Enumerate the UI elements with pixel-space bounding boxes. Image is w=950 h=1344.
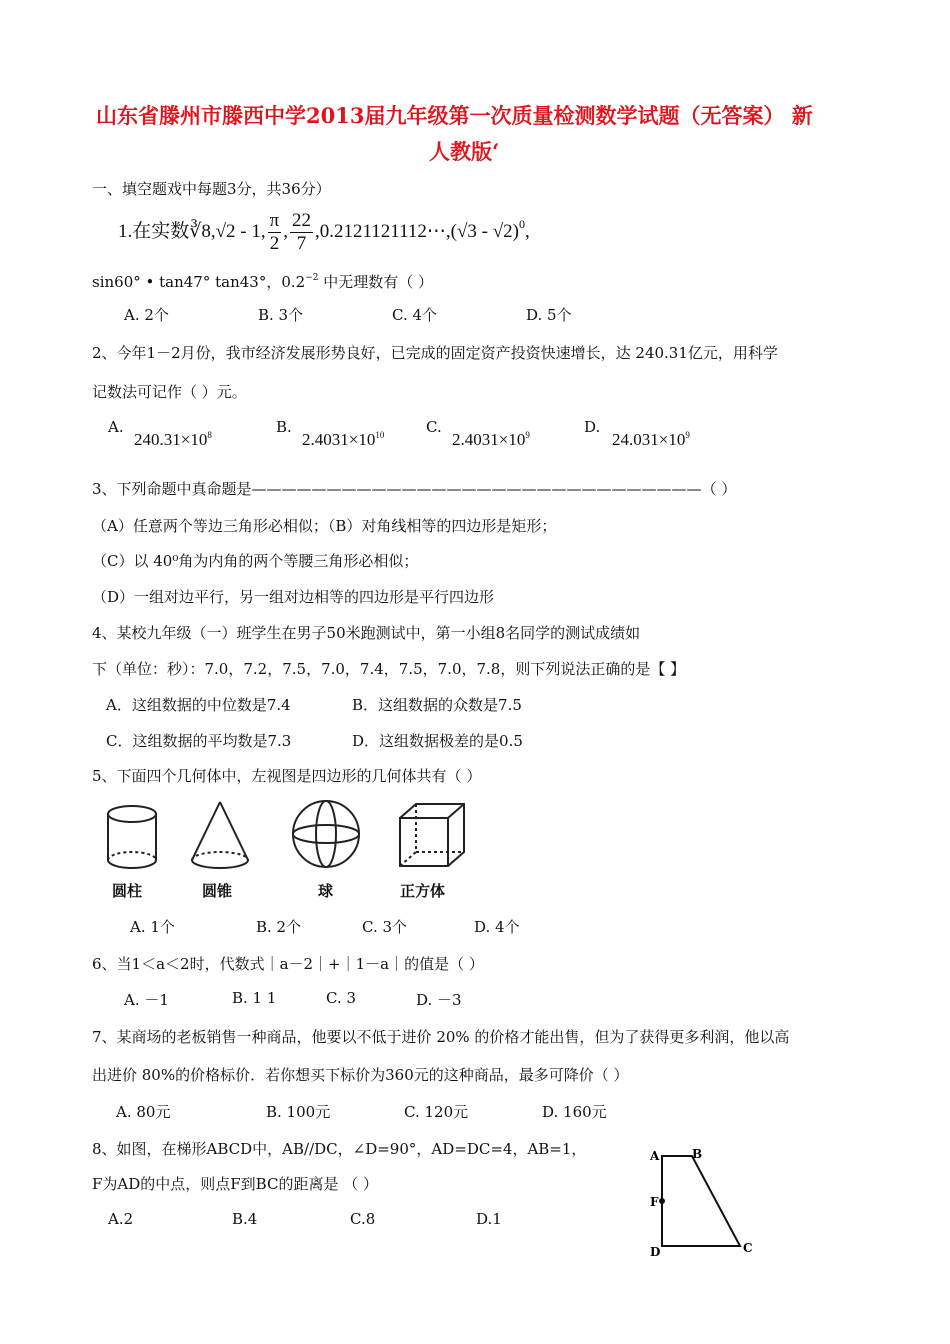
q2-a-mantissa: 240.31×10 [134,430,208,449]
cube-shape [400,804,464,866]
q2-option-a-value [134,430,212,450]
q7-option-a: A. 80元 [116,1103,171,1121]
q4-option-c: C．这组数据的平均数是7.3 [106,732,292,750]
q5-stem: 5、下面四个几何体中，左视图是四边形的几何体共有（ ） [92,767,482,785]
q2-option-d-value [612,430,690,450]
q4-line2: 下（单位：秒）：7.0，7.2，7.5，7.0，7.4，7.5，7.0，7.8，则下列说法正确的是【 】 [92,660,686,678]
label-sphere: 球 [318,882,334,900]
q1-rest: ,0.2121121112⋯,(√3 - √2) [314,220,519,242]
sphere-shape [293,801,359,867]
q2-option-c-label: C. [426,418,442,436]
point-f [659,1198,665,1204]
trapezoid-figure [640,1142,770,1262]
q8-option-a: A.2 [108,1210,134,1228]
q5-option-a: A. 1个 [130,918,175,936]
q2-b-mantissa: 2.4031×10 [302,430,376,449]
q5-option-b: B. 2个 [256,918,302,936]
q1-line2-a: sin60° • tan47° tan43°，0.2 [92,273,306,291]
q8-option-d: D.1 [476,1210,502,1228]
q1-frac-den: 7 [296,233,307,254]
q2-d-exp: 9 [685,430,690,440]
q2-option-b-value [302,430,384,450]
label-cone: 圆锥 [202,882,233,900]
point-label-f: F [650,1195,659,1209]
trapezoid-shape [662,1156,740,1246]
q2-option-b-label: B. [276,418,292,436]
q5-option-c: C. 3个 [362,918,408,936]
q7-option-b: B. 100元 [266,1103,331,1121]
q4-option-b: B．这组数据的众数是7.5 [352,696,522,714]
q1-pi-num: π [269,210,280,231]
q2-option-c-value [452,430,530,450]
q2-option-d-label: D. [584,418,601,436]
label-cube: 正方体 [400,882,446,900]
cylinder-shape [108,806,156,868]
q6-option-a: A. －1 [124,991,169,1009]
q1-line2-b: 中无理数有（ ） [318,273,434,291]
q2-c-mantissa: 2.4031×10 [452,430,526,449]
q1-option-d: D. 5个 [526,306,572,324]
page-title-line2: 人教版‘ [429,139,500,164]
q1-lead: 1.在实数 [118,220,190,242]
q8-option-c: C.8 [350,1210,376,1228]
q1-tail: , [524,220,530,242]
q2-a-exp: 8 [207,430,212,440]
q8-line2: F为AD的中点，则点F到BC的距离是 （ ） [92,1175,378,1193]
q8-option-b: B.4 [232,1210,258,1228]
q3-option-d: （D）一组对边平行，另一组对边相等的四边形是平行四边形 [92,588,495,606]
q6-stem: 6、当1＜a＜2时，代数式｜a－2｜+｜1－a｜的值是（ ） [92,955,484,973]
section-heading: 一、填空题戏中每题3分，共36分） [92,180,331,198]
q6-option-b: B. 1 1 [232,989,277,1007]
q6-option-d: D. －3 [416,991,462,1009]
q4-option-a: A．这组数据的中位数是7.4 [106,696,291,714]
q1-comma: , [283,220,288,242]
q1-power: 0 [518,216,525,231]
q1-expression [118,210,530,255]
q1-line2 [92,271,433,292]
q4-line1: 4、某校九年级（一）班学生在男子50米跑测试中，第一小组8名同学的测试成绩如 [92,624,641,642]
q7-line2: 出进价 80%的价格标价．若你想买下标价为360元的这种商品，最多可降价（ ） [92,1066,629,1084]
q5-option-d: D. 4个 [474,918,520,936]
q2-d-mantissa: 24.031×10 [612,430,686,449]
q8-line1: 8、如图，在梯形ABCD中，AB//DC，∠D=90°，AD=DC=4，AB=1， [92,1140,587,1158]
q3-option-c: （C）以 40⁰角为内角的两个等腰三角形必相似； [92,552,419,570]
point-label-a: A [650,1149,660,1163]
q2-line1: 2、今年1－2月份，我市经济发展形势良好，已完成的固定资产投资快速增长，达 240.31亿元，用科学 [92,344,778,362]
cone-shape [192,802,248,868]
q1-option-b: B. 3个 [258,306,304,324]
q4-option-d: D．这组数据极差的是0.5 [352,732,523,750]
q3-stem: 3、下列命题中真命题是——————————————————————————————（ ） [92,480,737,498]
q1-pi-fraction [268,210,282,255]
point-label-c: C [743,1241,753,1255]
point-label-b: B [692,1147,703,1161]
q2-option-a-label: A. [108,418,124,436]
page-title: 山东省滕州市滕西中学2013届九年级第一次质量检测数学试题（无答案） 新 [96,103,813,128]
q1-frac-num: 22 [291,210,311,231]
q7-line1: 7、某商场的老板销售一种商品，他要以不低于进价 20% 的价格才能出售，但为了获得更多利润，他以高 [92,1028,790,1046]
q3-option-ab: （A）任意两个等边三角形必相似；（B）对角线相等的四边形是矩形； [92,517,557,535]
q2-b-exp: 10 [375,430,385,440]
label-cylinder: 圆柱 [112,882,143,900]
q2-c-exp: 9 [525,430,530,440]
q1-line2-sup: −2 [305,273,319,283]
q7-option-c: C. 120元 [404,1103,469,1121]
q7-option-d: D. 160元 [542,1103,607,1121]
point-label-d: D [650,1245,661,1259]
q1-pi-den: 2 [269,233,280,254]
q1-expr1: ,√2 - 1, [210,220,266,242]
q1-cube-root: ∛8 [189,220,211,242]
q6-option-c: C. 3 [326,989,357,1007]
q1-fraction [290,210,313,255]
q1-option-c: C. 4个 [392,306,438,324]
q1-option-a: A. 2个 [124,306,169,324]
q2-line2: 记数法可记作（ ）元。 [92,383,247,401]
